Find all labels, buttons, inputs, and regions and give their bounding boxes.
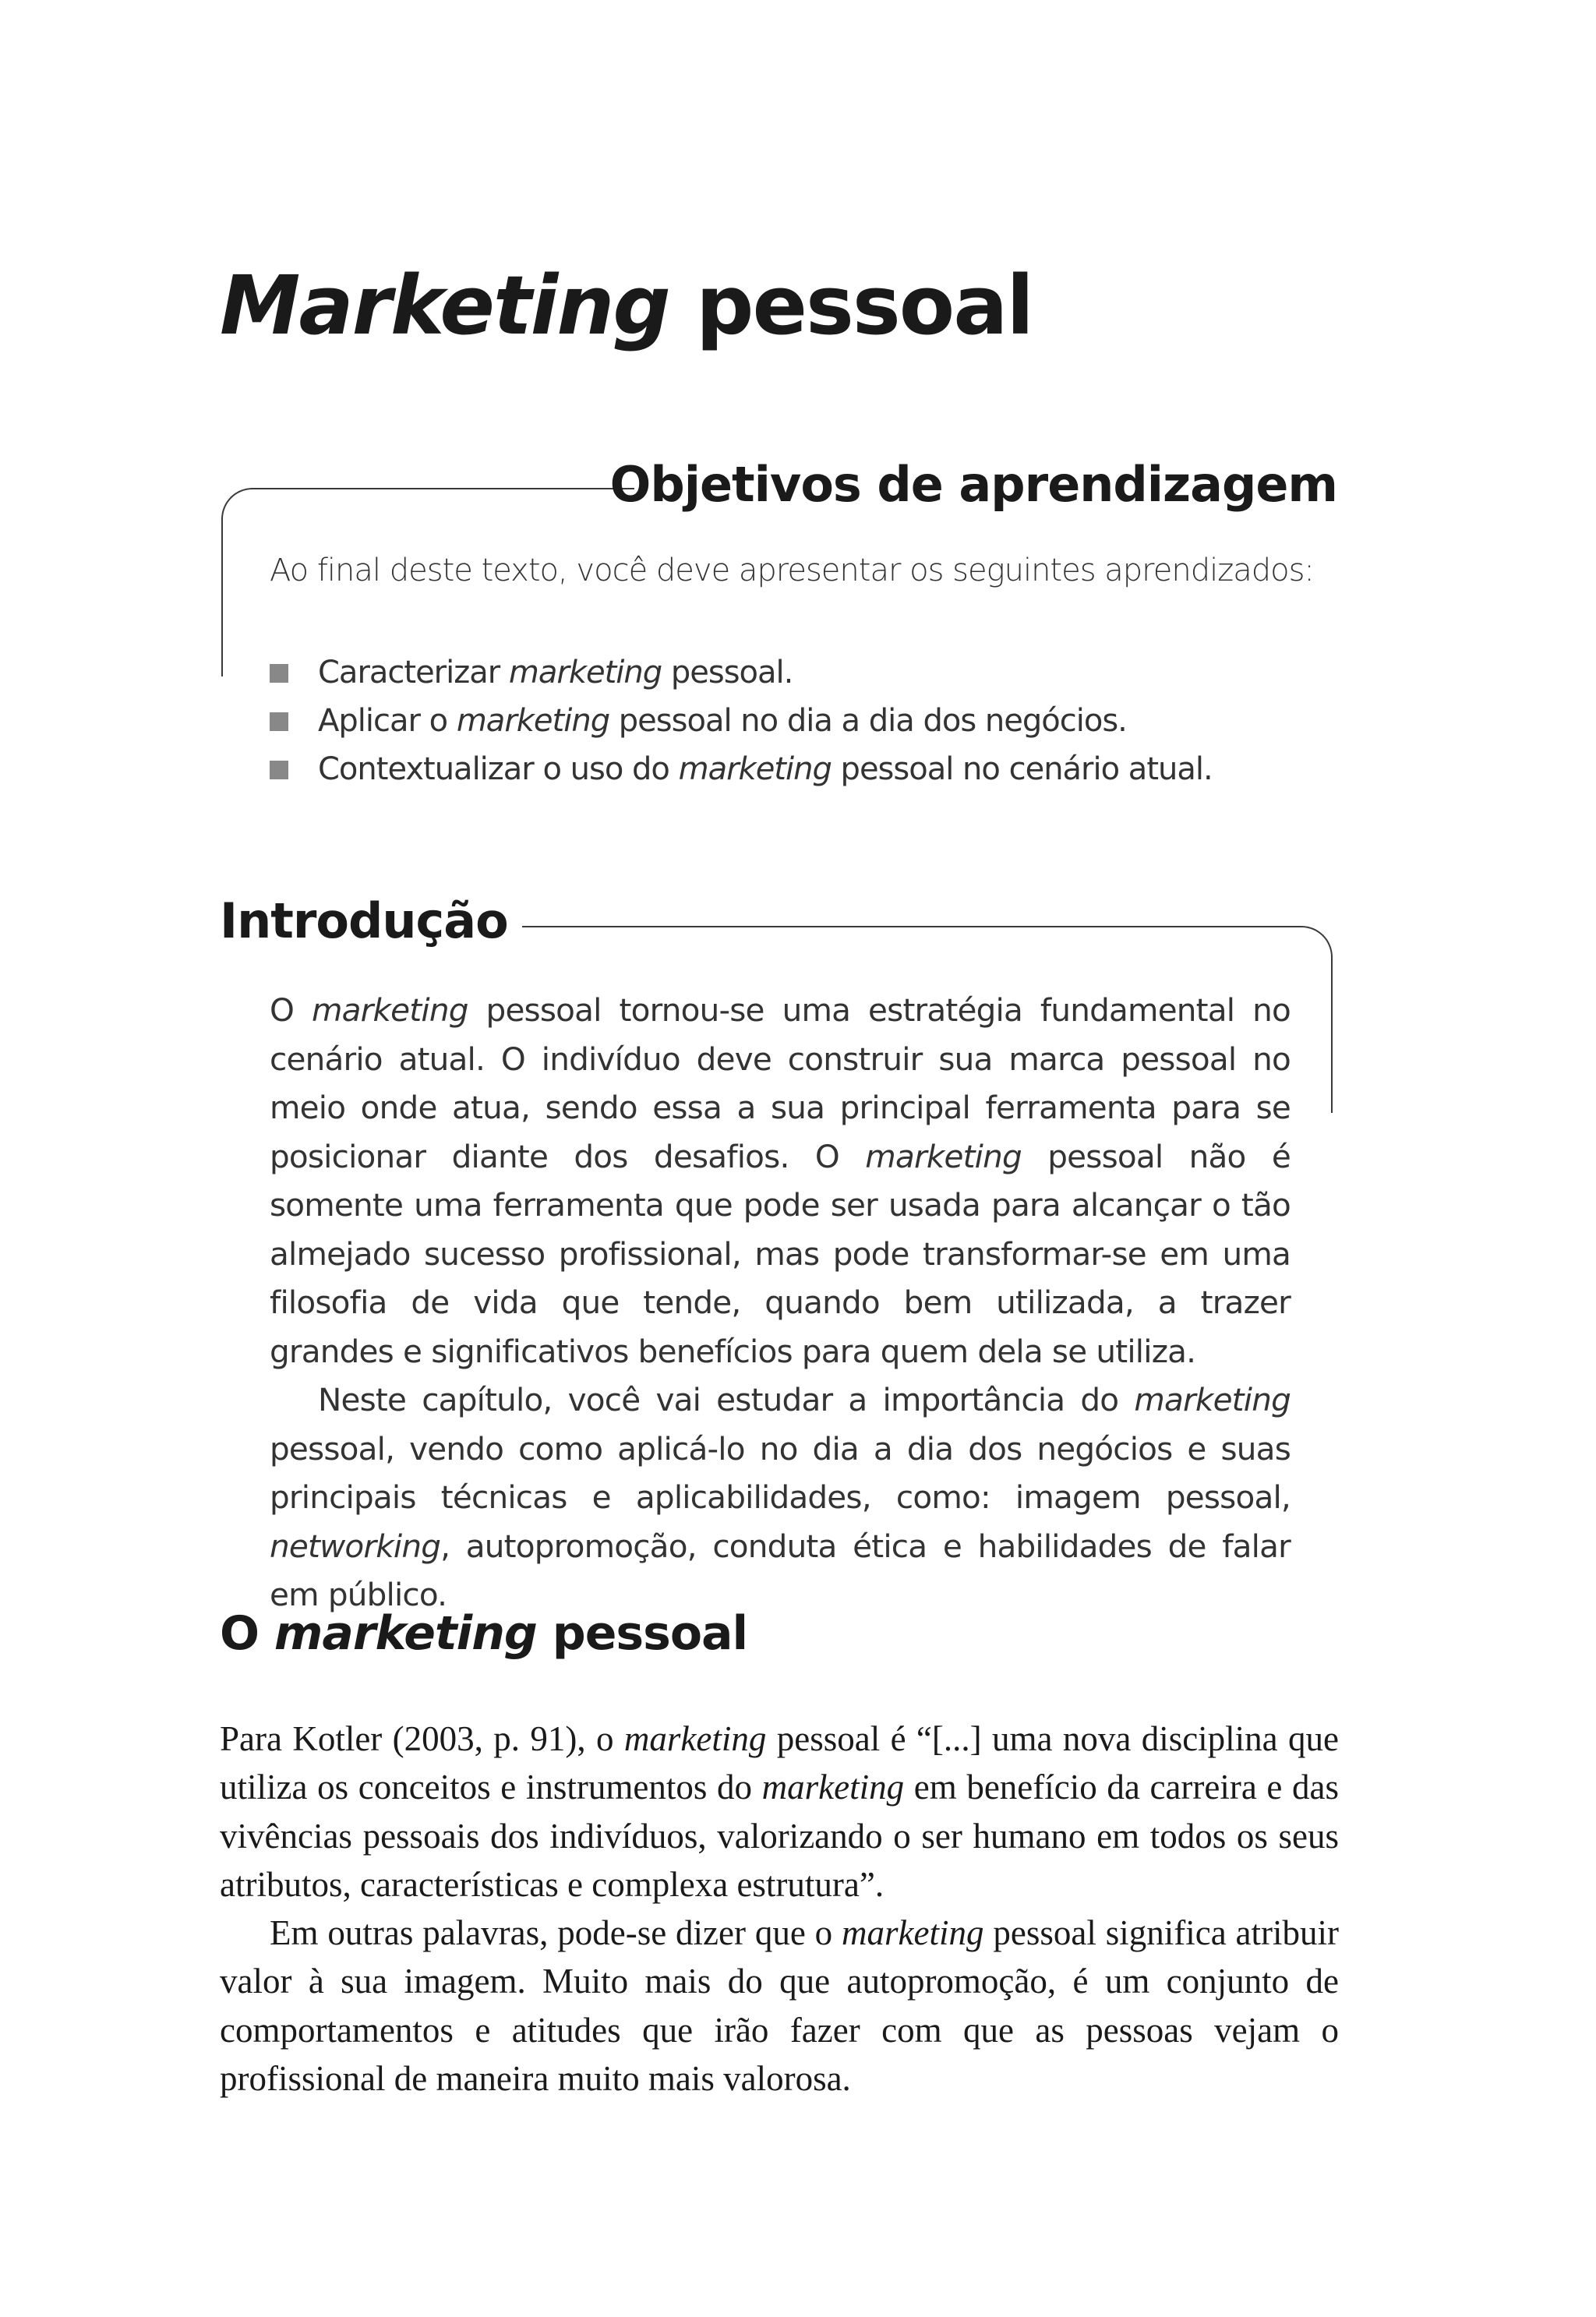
objectives-intro: Ao final deste texto, você deve apresentar os seguintes aprendizados:: [270, 553, 1314, 588]
introduction-heading: Introdução: [220, 892, 508, 949]
objective-text: Caracterizar: [318, 655, 509, 691]
body-paragraph: Em outras palavras, pode-se dizer que o marketing pessoal significa atribuir valor à sua imagem. Muito mais do que autopromoção, é um conjunto de comportamentos e atitudes que irão fazer com que as pessoas vejam o profissional de maneira muito mais valorosa.: [220, 1913, 1339, 2099]
objectives-list: [270, 648, 1213, 793]
objective-text: Aplicar o: [318, 703, 457, 739]
objective-italic: marketing: [678, 751, 832, 787]
square-bullet-icon: [270, 761, 288, 779]
objective-text: pessoal.: [662, 655, 793, 691]
introduction-body: [270, 986, 1291, 1619]
objective-italic: marketing: [456, 703, 610, 739]
introduction-paragraph: Neste capítulo, você vai estudar a importância do marketing pessoal, vendo como aplicá-lo no dia a dia dos negócios e suas principais técnicas e aplicabilidades, como: imagem pessoal, networking, autopromoção, conduta ética e habilidades de falar em público.: [270, 1381, 1291, 1613]
objective-item: [270, 697, 1213, 745]
chapter-title-italic: Marketing: [220, 258, 669, 353]
objective-item: [270, 745, 1213, 793]
body-paragraph: Para Kotler (2003, p. 91), o marketing pessoal é “[...] uma nova disciplina que utiliza os conceitos e instrumentos do marketing em benefício da carreira e das vivências pessoais dos indivíduos, valorizando o ser humano em todos os seus atributos, características e complexa estrutura”.: [220, 1719, 1340, 1904]
objective-text: Contextualizar o uso do: [318, 751, 679, 787]
objective-item: [270, 648, 1213, 697]
objectives-heading: Objetivos de aprendizagem: [609, 456, 1337, 513]
objectives-frame-top-line: [251, 488, 634, 489]
chapter-title: [220, 258, 1033, 353]
objectives-frame-corner: [221, 488, 254, 521]
square-bullet-icon: [270, 664, 288, 683]
introduction-frame-top-line: [522, 926, 1301, 927]
objectives-frame-left-line: [221, 517, 223, 676]
introduction-frame-corner: [1300, 926, 1333, 959]
chapter-title-rest: pessoal: [669, 258, 1033, 353]
objective-text: pessoal no dia a dia dos negócios.: [609, 703, 1127, 739]
introduction-frame-right-line: [1331, 955, 1333, 1113]
square-bullet-icon: [270, 712, 288, 731]
section-heading: O marketing pessoal: [220, 1606, 748, 1661]
objective-italic: marketing: [508, 655, 662, 691]
objective-text: pessoal no cenário atual.: [831, 751, 1213, 787]
section-body: [220, 1715, 1339, 2103]
introduction-paragraph: O marketing pessoal tornou-se uma estratégia fundamental no cenário atual. O indivíduo deve construir sua marca pessoal no meio onde atua, sendo essa a sua principal ferramenta para se posicionar diante dos desafios. O marketing pessoal não é somente uma ferramenta que pode ser usada para alcançar o tão almejado sucesso profissional, mas pode transformar-se em uma filosofia de vida que tende, quando bem utilizada, a trazer grandes e significativos benefícios para quem dela se utiliza.: [270, 991, 1291, 1370]
